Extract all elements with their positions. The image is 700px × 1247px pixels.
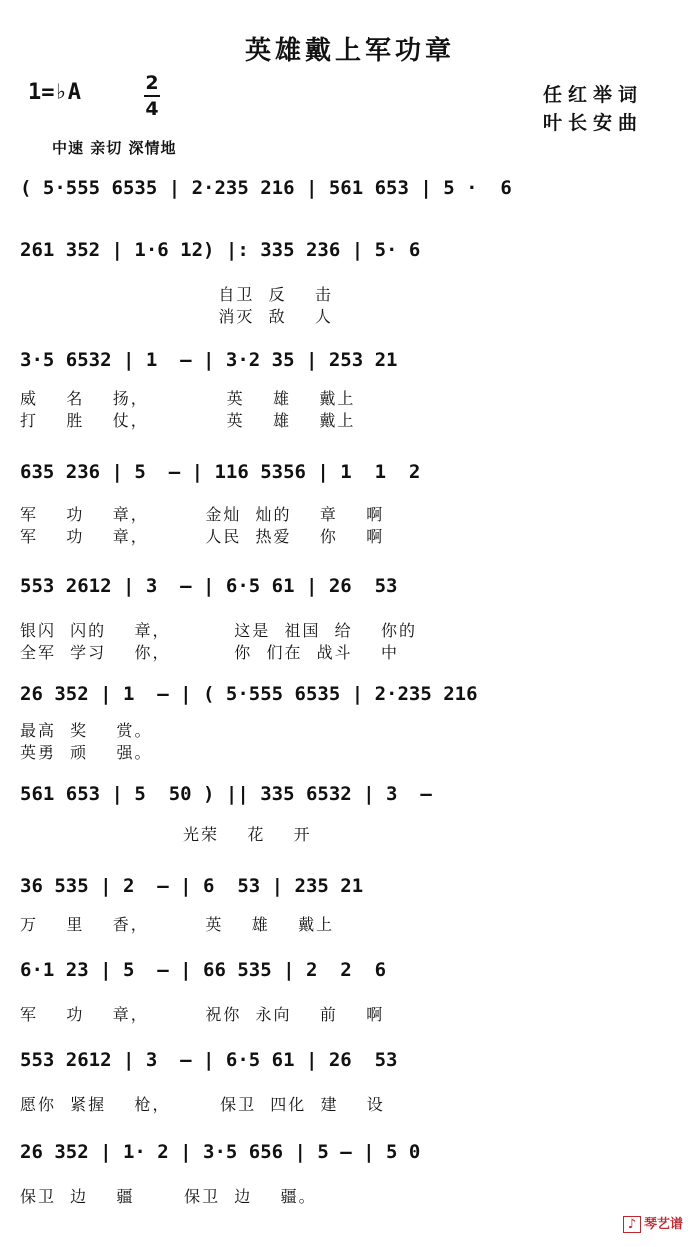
score-system (20, 238, 675, 330)
score-system (20, 176, 675, 220)
lyrics-verse-1: 保卫 边 疆 保卫 边 疆。 (20, 1187, 317, 1206)
lyrics-verse-2: 军 功 章， 人民 热爱 你 啊 (20, 527, 385, 546)
score-system (20, 348, 675, 440)
score-system (20, 460, 675, 552)
lyrics-verse-1: 银闪 闪的 章， 这是 祖国 给 你的 (20, 621, 417, 640)
tempo-marking: 中速 亲切 深情地 (52, 139, 177, 157)
lyrics-verse-1: 自卫 反 击 (20, 285, 333, 304)
score-system (20, 1140, 675, 1210)
notation-line: 6·1 23 | 5 — | 66 535 | 2 2 6 (20, 959, 387, 981)
key-signature: 1=♭A (28, 80, 81, 105)
notation-line: 635 236 | 5 — | 116 5356 | 1 1 2 (20, 461, 421, 483)
lyrics-verse-2: 英勇 顽 强。 (20, 743, 153, 762)
notation-line: 36 535 | 2 — | 6 53 | 235 21 (20, 875, 364, 897)
lyrics-verse-1: 光荣 花 开 (20, 825, 312, 844)
composer-credit: 叶长安曲 (543, 112, 644, 134)
time-signature-top: 2 (145, 72, 159, 94)
notation-line: ( 5·555 6535 | 2·235 216 | 561 653 | 5 · 6 (20, 177, 512, 199)
score-system (20, 682, 675, 774)
time-signature-bottom: 4 (145, 98, 159, 120)
lyrics-verse-2: 打 胜 仗， 英 雄 戴上 (20, 411, 356, 430)
notation-line: 26 352 | 1· 2 | 3·5 656 | 5 — | 5 0 (20, 1141, 421, 1163)
lyrics-verse-1: 愿你 紧握 枪， 保卫 四化 建 设 (20, 1095, 385, 1114)
lyrics-verse-1: 万 里 香， 英 雄 戴上 (20, 915, 335, 934)
score-system (20, 1048, 675, 1118)
lyricist-credit: 任红举词 (543, 84, 644, 106)
time-signature (142, 72, 162, 120)
score-system (20, 782, 675, 852)
score-system (20, 874, 675, 944)
score-system (20, 574, 675, 666)
notation-line: 553 2612 | 3 — | 6·5 61 | 26 53 (20, 575, 398, 597)
notation-line: 3·5 6532 | 1 — | 3·2 35 | 253 21 (20, 349, 398, 371)
page-title: 英雄戴上军功章 (244, 36, 455, 66)
lyrics-verse-1: 最高 奖 赏。 (20, 721, 153, 740)
notation-line: 261 352 | 1·6 12) |: 335 236 | 5· 6 (20, 239, 421, 261)
lyrics-verse-1: 军 功 章， 金灿 灿的 章 啊 (20, 505, 385, 524)
time-signature-divider (144, 95, 160, 97)
piano-logo-icon: ♪ (623, 1216, 641, 1233)
lyrics-verse-2: 消灭 敌 人 (20, 307, 333, 326)
notation-line: 26 352 | 1 — | ( 5·555 6535 | 2·235 216 (20, 683, 478, 705)
score-system (20, 958, 675, 1028)
watermark (623, 1213, 686, 1233)
notation-line: 553 2612 | 3 — | 6·5 61 | 26 53 (20, 1049, 398, 1071)
notation-line: 561 653 | 5 50 ) || 335 6532 | 3 — (20, 783, 432, 805)
lyrics-verse-1: 军 功 章， 祝你 永向 前 啊 (20, 1005, 385, 1024)
lyrics-verse-2: 全军 学习 你， 你 们在 战斗 中 (20, 643, 399, 662)
watermark-text: 琴艺谱 (643, 1217, 683, 1232)
lyrics-verse-1: 威 名 扬， 英 雄 戴上 (20, 389, 356, 408)
